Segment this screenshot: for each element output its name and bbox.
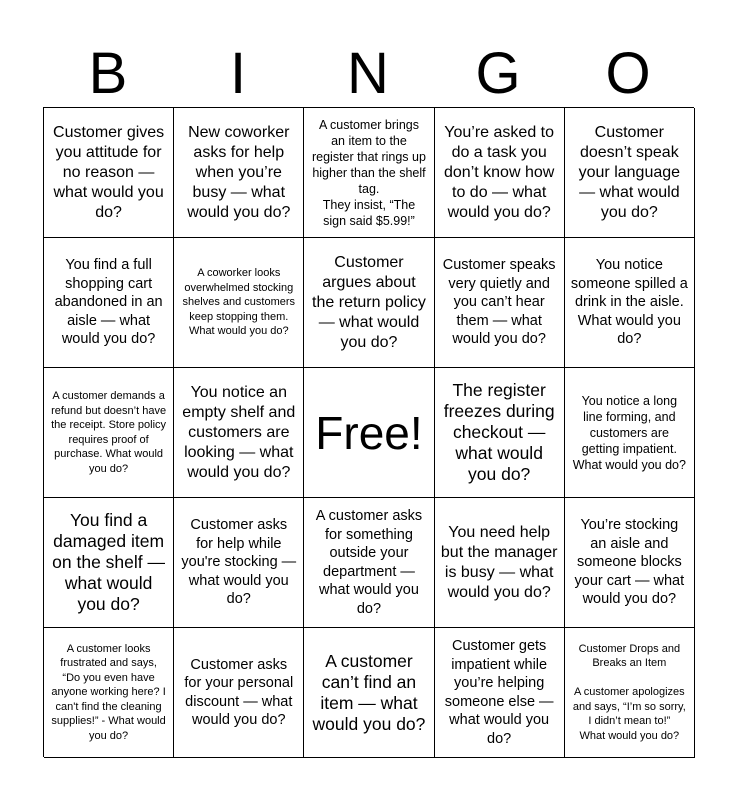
bingo-cell[interactable]: You notice an empty shelf and customers are looking — what would you do? xyxy=(174,368,304,498)
bingo-cell[interactable]: Customer asks for your personal discount — what would you do? xyxy=(174,628,304,758)
bingo-cell[interactable]: You notice a long line forming, and customers are getting impatient. What would you do? xyxy=(565,368,695,498)
header-letter-g: G xyxy=(475,41,521,106)
bingo-cell[interactable]: A customer looks frustrated and says, “Do you even have anyone working here? I can't find the cleaning supplies!” - What would you do? xyxy=(44,628,174,758)
bingo-cell[interactable]: You notice someone spilled a drink in the aisle. What would you do? xyxy=(565,238,695,368)
header-letter-b: B xyxy=(88,41,128,106)
bingo-header xyxy=(43,40,694,108)
bingo-cell[interactable]: You need help but the manager is busy — what would you do? xyxy=(435,498,565,628)
bingo-cell[interactable]: Customer asks for help while you're stocking — what would you do? xyxy=(174,498,304,628)
bingo-cell[interactable]: New coworker asks for help when you’re busy — what would you do? xyxy=(174,108,304,238)
bingo-cell[interactable]: Customer gives you attitude for no reason — what would you do? xyxy=(44,108,174,238)
bingo-cell[interactable]: Customer argues about the return policy — what would you do? xyxy=(304,238,434,368)
bingo-cell[interactable]: A coworker looks overwhelmed stocking shelves and customers keep stopping them. What would you do? xyxy=(174,238,304,368)
bingo-cell[interactable]: Customer doesn’t speak your language — what would you do? xyxy=(565,108,695,238)
bingo-cell[interactable]: You’re stocking an aisle and someone blocks your cart — what would you do? xyxy=(565,498,695,628)
bingo-cell[interactable]: You’re asked to do a task you don’t know how to do — what would you do? xyxy=(435,108,565,238)
bingo-cell[interactable]: A customer can’t find an item — what would you do? xyxy=(304,628,434,758)
bingo-cell[interactable]: A customer asks for something outside your department — what would you do? xyxy=(304,498,434,628)
bingo-grid xyxy=(43,107,694,757)
bingo-cell[interactable]: You find a damaged item on the shelf — what would you do? xyxy=(44,498,174,628)
header-letter-i: I xyxy=(229,41,247,106)
header-letter-n: N xyxy=(347,41,389,106)
header-letter-o: O xyxy=(605,41,651,106)
bingo-cell[interactable]: A customer brings an item to the register that rings up higher than the shelf tag. They insist, “The sign said $5.99!” xyxy=(304,108,434,238)
bingo-cell[interactable]: Customer speaks very quietly and you can’t hear them — what would you do? xyxy=(435,238,565,368)
bingo-cell[interactable]: You find a full shopping cart abandoned in an aisle — what would you do? xyxy=(44,238,174,368)
free-cell[interactable]: Free! xyxy=(304,368,434,498)
bingo-cell[interactable]: The register freezes during checkout — what would you do? xyxy=(435,368,565,498)
bingo-cell[interactable]: Customer gets impatient while you’re helping someone else — what would you do? xyxy=(435,628,565,758)
bingo-cell[interactable]: Customer Drops and Breaks an Item A customer apologizes and says, “I’m so sorry, I didn’t mean to!” What would you do? xyxy=(565,628,695,758)
bingo-cell[interactable]: A customer demands a refund but doesn’t have the receipt. Store policy requires proof of purchase. What would you do? xyxy=(44,368,174,498)
